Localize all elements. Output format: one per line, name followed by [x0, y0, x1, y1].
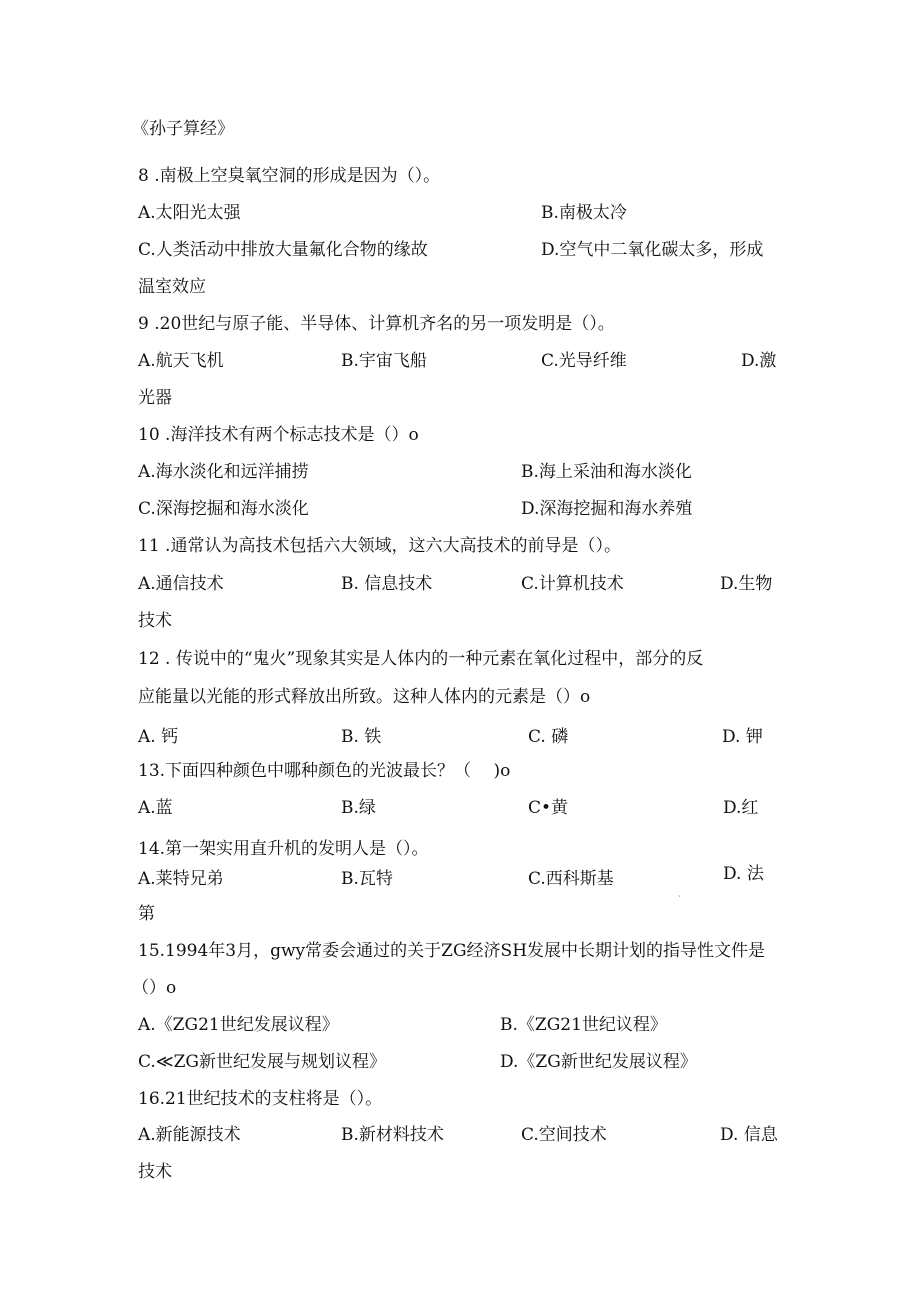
stray-mark-icon: ˎ — [678, 888, 681, 898]
q8-continuation: 温室效应 — [138, 277, 206, 297]
question-15: 15.1994年3月，gwy常委会通过的关于ZG经济SH发展中长期计划的指导性文件是 — [138, 941, 766, 961]
q8-option-a: A.太阳光太强 — [138, 203, 241, 223]
question-12-line-2: 应能量以光能的形式释放出所致。这种人体内的元素是（）o — [138, 687, 591, 707]
q16-option-a: A.新能源技术 — [138, 1125, 241, 1145]
q10-option-c: C.深海挖掘和海水淡化 — [138, 499, 309, 519]
question-12: 12 . 传说中的“鬼火”现象其实是人体内的一种元素在氧化过程中，部分的反 — [138, 649, 704, 669]
question-16: 16.21世纪技术的支柱将是（）。 — [138, 1089, 383, 1109]
text-line-sunzi: 《孙子算经》 — [132, 119, 234, 139]
q14-continuation: 第 — [138, 904, 155, 924]
q11-continuation: 技术 — [138, 611, 172, 631]
q16-option-c: C.空间技术 — [521, 1125, 607, 1145]
q12-option-d: D. 钾 — [722, 727, 763, 747]
q13-option-c: C•黄 — [528, 798, 569, 818]
q14-option-c: C.西科斯基 — [528, 869, 614, 889]
q14-option-d: D. 法 — [723, 864, 764, 884]
question-10: 10 .海洋技术有两个标志技术是（）o — [138, 425, 419, 445]
q10-option-b: B.海上采油和海水淡化 — [521, 462, 692, 482]
q13-option-a: A.蓝 — [138, 798, 173, 818]
q11-option-c: C.计算机技术 — [521, 574, 624, 594]
question-13: 13.下面四种颜色中哪种颜色的光波最长？（ )o — [138, 761, 511, 781]
q11-option-d: D.生物 — [720, 574, 773, 594]
q8-option-d: D.空气中二氧化碳太多，形成 — [541, 240, 764, 260]
question-11: 11 .通常认为高技术包括六大领域，这六大高技术的前导是（）。 — [138, 536, 621, 556]
question-8: 8 .南极上空臭氧空洞的形成是因为（）。 — [138, 166, 441, 186]
q13-option-d: D.红 — [723, 798, 759, 818]
q16-option-b: B.新材料技术 — [341, 1125, 444, 1145]
q8-option-b: B.南极太冷 — [541, 203, 627, 223]
q9-option-d: D.激 — [741, 351, 777, 371]
q10-option-d: D.深海挖掘和海水养殖 — [521, 499, 693, 519]
q10-option-a: A.海水淡化和远洋捕捞 — [138, 462, 309, 482]
q16-option-d: D. 信息 — [720, 1125, 778, 1145]
q9-option-c: C.光导纤维 — [541, 351, 627, 371]
q14-option-a: A.莱特兄弟 — [138, 869, 224, 889]
q8-option-c: C.人类活动中排放大量氟化合物的缘故 — [138, 240, 428, 260]
q11-option-a: A.通信技术 — [138, 574, 224, 594]
question-14: 14.第一架实用直升机的发明人是（）。 — [138, 839, 429, 859]
q14-option-b: B.瓦特 — [341, 869, 393, 889]
q12-option-a: A. 钙 — [138, 727, 179, 747]
q9-option-a: A.航天飞机 — [138, 351, 224, 371]
q12-option-c: C. 磷 — [528, 727, 569, 747]
q9-option-b: B.宇宙飞船 — [341, 351, 427, 371]
q13-option-b: B.绿 — [341, 798, 376, 818]
question-15-line-2: （）o — [132, 978, 177, 998]
q9-continuation: 光器 — [138, 388, 172, 408]
q12-option-b: B. 铁 — [341, 727, 382, 747]
question-9: 9 .20世纪与原子能、半导体、计算机齐名的另一项发明是（）。 — [138, 314, 615, 334]
q15-option-a: A.《ZG21世纪发展议程》 — [138, 1015, 339, 1035]
q16-continuation: 技术 — [138, 1162, 172, 1182]
q15-option-c: C.≪ZG新世纪发展与规划议程》 — [138, 1052, 386, 1072]
q11-option-b: B. 信息技术 — [341, 574, 433, 594]
q15-option-b: B.《ZG21世纪议程》 — [500, 1015, 667, 1035]
q15-option-d: D.《ZG新世纪发展议程》 — [500, 1052, 697, 1072]
